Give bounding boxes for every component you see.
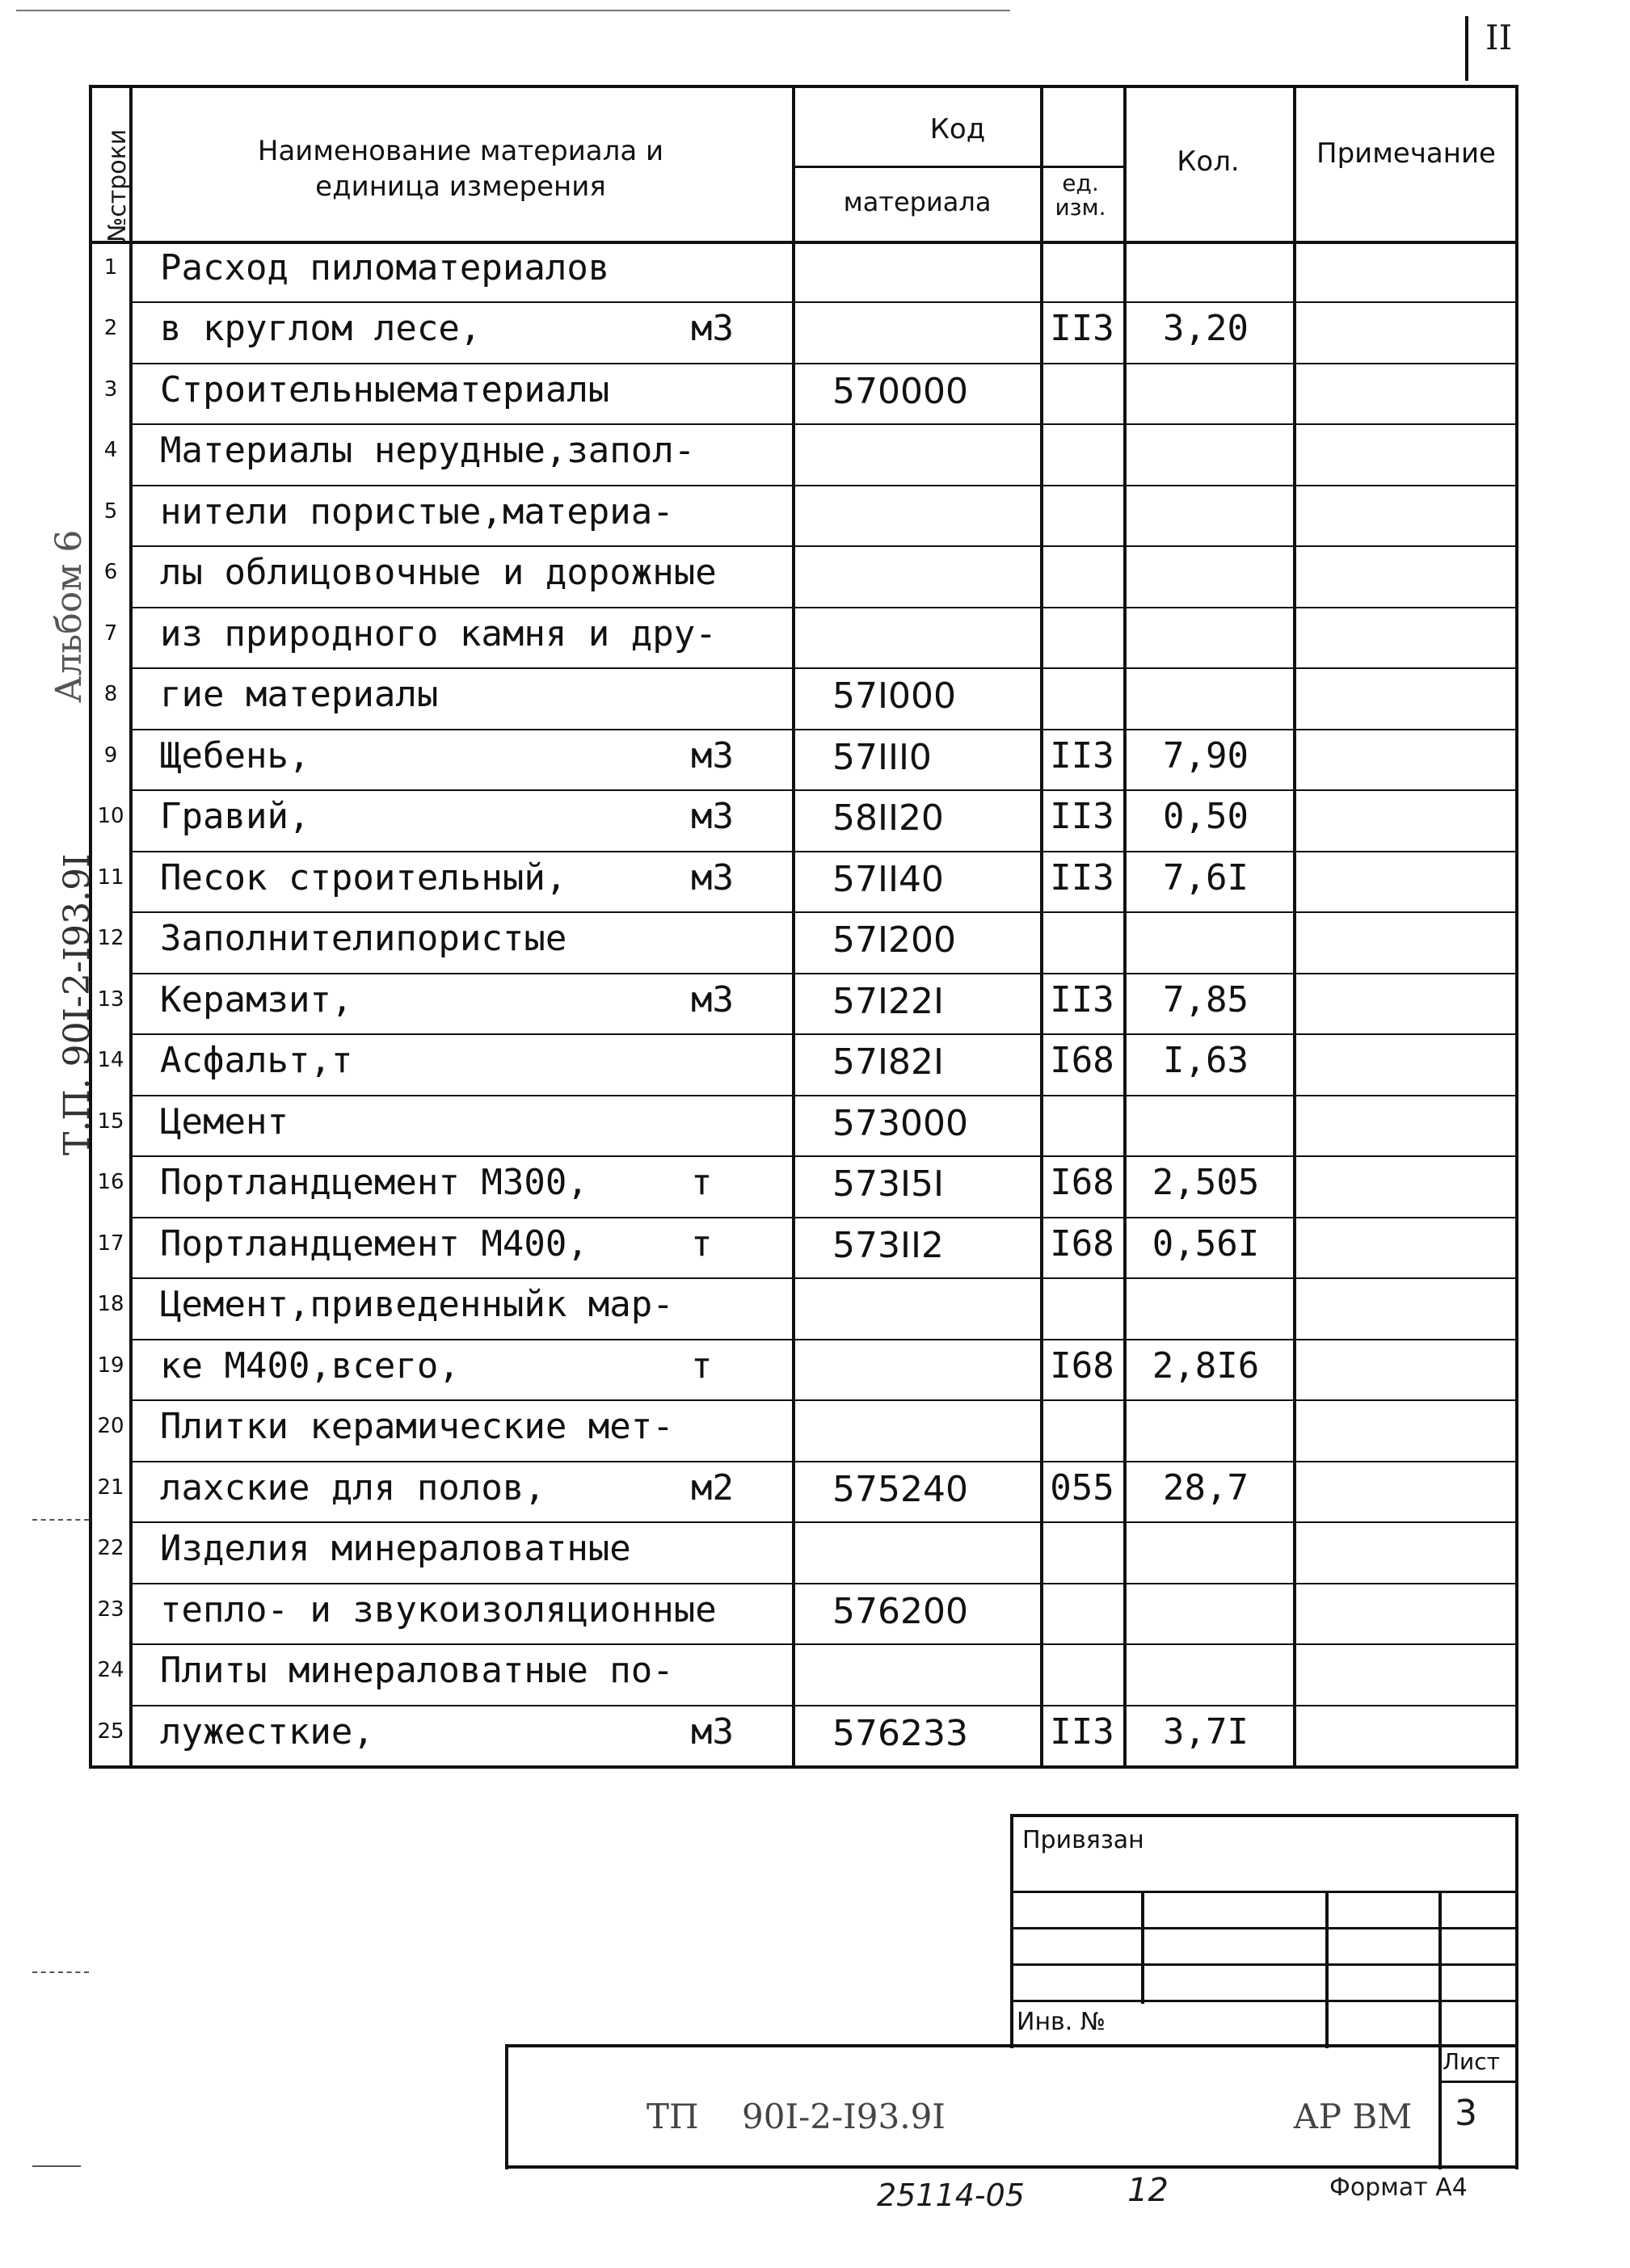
material-name: гие материалы bbox=[160, 674, 439, 715]
row-number: 13 bbox=[97, 987, 124, 1012]
material-name: Материалы нерудные,запол- bbox=[160, 430, 696, 471]
material-code: 57I000 bbox=[832, 675, 956, 717]
row-number: 19 bbox=[97, 1353, 124, 1378]
row-number: 9 bbox=[103, 743, 118, 768]
row-number: 6 bbox=[103, 560, 118, 584]
material-name: ке М400,всего, bbox=[160, 1345, 460, 1386]
row-number: 18 bbox=[97, 1292, 124, 1316]
quantity: I,63 bbox=[1163, 1040, 1249, 1081]
material-name: из природного камня и дру- bbox=[160, 613, 717, 654]
material-code: 57I22I bbox=[832, 981, 944, 1022]
material-name: лахские для полов, bbox=[160, 1467, 545, 1508]
unit-label: т bbox=[691, 1162, 713, 1203]
material-code: 573I5I bbox=[832, 1163, 944, 1205]
material-name: Песок строительный, bbox=[160, 857, 567, 898]
footer-number: 12 bbox=[1127, 2172, 1169, 2209]
material-code: 576233 bbox=[832, 1713, 968, 1754]
header-note: Примечание bbox=[1316, 137, 1496, 170]
material-name: Плитки керамические мет- bbox=[160, 1406, 674, 1447]
material-name: лужесткие, bbox=[160, 1711, 374, 1753]
quantity: 7,85 bbox=[1163, 979, 1249, 1020]
doc-code: ТП 90I-2-I93.9I bbox=[647, 2097, 946, 2136]
material-code: 58II20 bbox=[832, 797, 944, 839]
material-name: Изделия минераловатные bbox=[160, 1528, 631, 1569]
sheet-label: Лист bbox=[1443, 2048, 1500, 2075]
row-number: 21 bbox=[97, 1475, 124, 1500]
material-name: Портландцемент М300, bbox=[160, 1162, 588, 1203]
material-name: тепло- и звукоизоляционные bbox=[160, 1589, 717, 1631]
unit-code: II3 bbox=[1050, 735, 1114, 776]
unit-label: т bbox=[691, 1345, 713, 1386]
side-project-label: Т.П. 90I-2-I93.9I bbox=[57, 853, 98, 1155]
row-number: 7 bbox=[103, 621, 118, 646]
unit-label: м2 bbox=[691, 1467, 734, 1508]
row-number: 11 bbox=[97, 865, 124, 890]
quantity: 28,7 bbox=[1163, 1467, 1249, 1508]
material-name: Расход пиломатериалов bbox=[160, 247, 610, 288]
unit-code: II3 bbox=[1050, 796, 1114, 837]
header-code-material: материала bbox=[843, 187, 992, 217]
section-code: АР ВМ bbox=[1293, 2097, 1413, 2136]
material-name: Заполнителипористые bbox=[160, 918, 567, 959]
row-number: 4 bbox=[103, 438, 118, 462]
row-number: 5 bbox=[103, 499, 118, 524]
header-code-unit: ед. изм. bbox=[1055, 170, 1106, 221]
material-name: Цемент bbox=[160, 1101, 289, 1142]
material-name: Гравий, bbox=[160, 796, 310, 837]
unit-label: т bbox=[691, 1223, 713, 1264]
quantity: 7,6I bbox=[1163, 857, 1249, 898]
sheet-number: 3 bbox=[1455, 2093, 1477, 2134]
row-number: 8 bbox=[103, 682, 118, 706]
row-number: 14 bbox=[97, 1048, 124, 1072]
material-code: 57II40 bbox=[832, 859, 944, 900]
unit-code: I68 bbox=[1050, 1223, 1114, 1264]
material-name: Строительныематериалы bbox=[160, 369, 610, 410]
material-name: Портландцемент М400, bbox=[160, 1223, 588, 1264]
row-number: 10 bbox=[97, 804, 124, 828]
unit-code: II3 bbox=[1050, 308, 1114, 349]
quantity: 0,56I bbox=[1152, 1223, 1260, 1264]
material-name: нители пористые,материа- bbox=[160, 491, 674, 532]
row-number: 24 bbox=[97, 1658, 124, 1682]
material-name: Щебень, bbox=[160, 735, 310, 776]
row-number: 23 bbox=[97, 1597, 124, 1622]
side-album-label: Альбом 6 bbox=[48, 529, 90, 703]
unit-label: м3 bbox=[691, 308, 734, 349]
quantity: 3,7I bbox=[1163, 1711, 1249, 1753]
row-number: 17 bbox=[97, 1231, 124, 1256]
material-code: 57III0 bbox=[832, 737, 932, 778]
row-number: 3 bbox=[103, 377, 118, 402]
unit-code: II3 bbox=[1050, 979, 1114, 1020]
inv-label: Инв. № bbox=[1017, 2008, 1106, 2036]
material-code: 570000 bbox=[832, 371, 968, 412]
row-number: 15 bbox=[97, 1109, 124, 1134]
material-name: Плиты минераловатные по- bbox=[160, 1650, 674, 1691]
material-name: лы облицовочные и дорожные bbox=[160, 552, 717, 593]
row-number: 25 bbox=[97, 1719, 124, 1744]
order-number: 25114-05 bbox=[877, 2178, 1025, 2213]
quantity: 0,50 bbox=[1163, 796, 1249, 837]
material-code: 573II2 bbox=[832, 1225, 944, 1266]
header-name: Наименование материала и единица измерения bbox=[257, 135, 664, 203]
unit-code: I68 bbox=[1050, 1040, 1114, 1081]
unit-code: 055 bbox=[1050, 1467, 1114, 1508]
material-code: 575240 bbox=[832, 1469, 968, 1510]
material-code: 576200 bbox=[832, 1591, 968, 1632]
row-number: 2 bbox=[103, 316, 118, 340]
material-name: Цемент,приведенныйк мар- bbox=[160, 1284, 674, 1325]
row-number: 20 bbox=[97, 1414, 124, 1438]
unit-code: II3 bbox=[1050, 857, 1114, 898]
quantity: 7,90 bbox=[1163, 735, 1249, 776]
material-code: 57I82I bbox=[832, 1041, 944, 1083]
header-row-no: №строки bbox=[103, 128, 132, 242]
quantity: 2,8I6 bbox=[1152, 1345, 1260, 1386]
material-code: 573000 bbox=[832, 1103, 968, 1144]
material-name: Асфальт,т bbox=[160, 1040, 353, 1081]
unit-code: I68 bbox=[1050, 1162, 1114, 1203]
header-qty: Кол. bbox=[1177, 145, 1240, 178]
material-name: Керамзит, bbox=[160, 979, 353, 1020]
bound-label: Привязан bbox=[1022, 1826, 1144, 1854]
unit-label: м3 bbox=[691, 735, 734, 776]
row-number: 22 bbox=[97, 1536, 124, 1560]
row-number: 16 bbox=[97, 1170, 124, 1194]
header-code-group: Код bbox=[929, 113, 986, 145]
unit-code: II3 bbox=[1050, 1711, 1114, 1753]
unit-label: м3 bbox=[691, 979, 734, 1020]
row-number: 12 bbox=[97, 926, 124, 950]
format-label: Формат А4 bbox=[1329, 2173, 1468, 2202]
quantity: 3,20 bbox=[1163, 308, 1249, 349]
unit-label: м3 bbox=[691, 796, 734, 837]
row-number: 1 bbox=[103, 255, 118, 280]
material-name: в круглом лесе, bbox=[160, 308, 482, 349]
unit-code: I68 bbox=[1050, 1345, 1114, 1386]
page-number: II bbox=[1485, 18, 1513, 57]
unit-label: м3 bbox=[691, 1711, 734, 1753]
material-code: 57I200 bbox=[832, 919, 956, 961]
unit-label: м3 bbox=[691, 857, 734, 898]
quantity: 2,505 bbox=[1152, 1162, 1260, 1203]
